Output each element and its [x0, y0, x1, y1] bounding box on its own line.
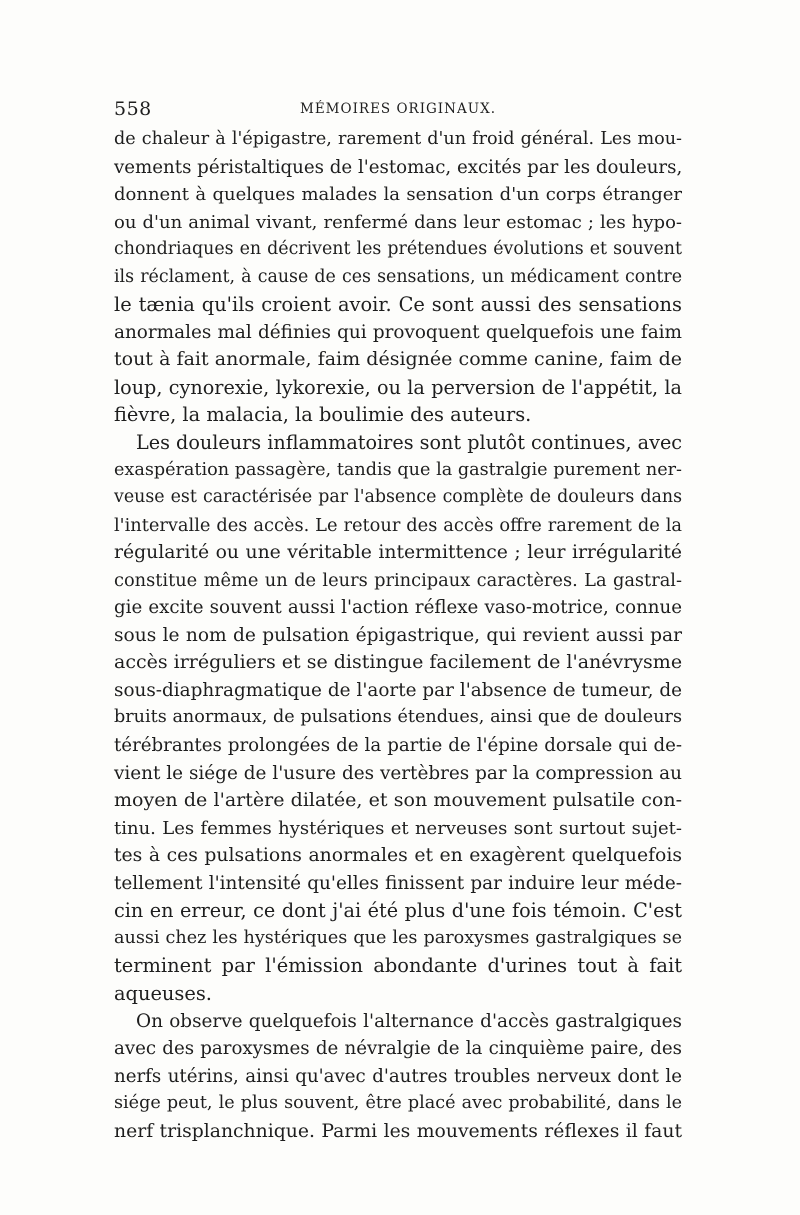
text-line: chondriaques en décrivent les prétendues évolutions et souvent — [114, 239, 682, 260]
text-line: fièvre, la malacia, la boulimie des auteurs. — [114, 403, 532, 427]
running-head — [114, 98, 682, 122]
text-line: sous le nom de pulsation épigastrique, qui revient aussi par — [114, 624, 682, 646]
text-line: loup, cynorexie, lykorexie, ou la perversion de l'appétit, la — [114, 375, 682, 399]
text-line: tes à ces pulsations anormales et en exagèrent quelquefois — [114, 845, 682, 867]
text-line: avec des paroxysmes de névralgie de la cinquième paire, des — [114, 1038, 682, 1060]
text-line: moyen de l'artère dilatée, et son mouvement pulsatile con- — [114, 789, 682, 812]
text-line: régularité ou une véritable intermittence ; leur irrégularité — [114, 542, 682, 564]
text-line: siége peut, le plus souvent, être placé avec probabilité, dans le — [114, 1093, 682, 1114]
text-line: nerfs utérins, ainsi qu'avec d'autres troubles nerveux dont le — [114, 1065, 682, 1087]
text-line: de chaleur à l'épigastre, rarement d'un froid général. Les mou- — [114, 129, 682, 149]
text-line: anormales mal définies qui provoquent quelquefois une faim — [114, 321, 682, 343]
text-line: donnent à quelques malades la sensation d'un corps étranger — [114, 184, 682, 206]
text-line: veuse est caractérisée par l'absence complète de douleurs dans — [114, 487, 682, 508]
text-line: vements péristaltiques de l'estomac, excités par les douleurs, — [114, 156, 683, 178]
text-line: ils réclament, à cause de ces sensations, un médicament contre — [114, 266, 682, 287]
text-line: accès irréguliers et se distingue facilement de l'anévrysme — [114, 651, 683, 674]
text-line: tellement l'intensité qu'elles finissent par induire leur méde- — [114, 872, 682, 894]
text-line: tinu. Les femmes hystériques et nerveuses sont surtout sujet- — [114, 817, 682, 839]
text-line: tout à fait anormale, faim désignée comme canine, faim de — [114, 348, 682, 371]
text-line: nerf trisplanchnique. Parmi les mouvements réflexes il faut — [114, 1120, 682, 1142]
text-line: On observe quelquefois l'alternance d'accès gastralgiques — [136, 1010, 682, 1032]
body-text — [114, 126, 682, 1145]
text-line: terminent par l'émission abondante d'urines tout à fait — [114, 954, 682, 978]
text-line: Les douleurs inflammatoires sont plutôt continues, avec — [136, 431, 683, 455]
text-line: le tænia qu'ils croient avoir. Ce sont aussi des sensations — [114, 293, 682, 317]
text-line: l'intervalle des accès. Le retour des accès offre rarement de la — [114, 514, 682, 536]
text-line: aqueuses. — [114, 981, 212, 1005]
text-line: bruits anormaux, de pulsations étendues, ainsi que de douleurs — [114, 707, 682, 728]
text-line: térébrantes prolongées de la partie de l'épine dorsale qui de- — [114, 735, 682, 757]
text-line: constitue même un de leurs principaux caractères. La gastral- — [114, 569, 682, 591]
text-line: vient le siége de l'usure des vertèbres par la compression au — [114, 762, 682, 784]
text-line: gie excite souvent aussi l'action réflexe vaso-motrice, connue — [114, 597, 682, 619]
text-line: ou d'un animal vivant, renfermé dans leur estomac ; les hypo- — [114, 211, 682, 233]
text-line: sous-diaphragmatique de l'aorte par l'absence de tumeur, de — [114, 679, 682, 701]
header-title: MÉMOIRES ORIGINAUX. — [300, 101, 496, 117]
text-line: cin en erreur, ce dont j'ai été plus d'une fois témoin. C'est — [114, 899, 682, 923]
text-line: exaspération passagère, tandis que la gastralgie purement ner- — [114, 459, 682, 480]
text-line: aussi chez les hystériques que les paroxysmes gastralgiques se — [114, 927, 682, 948]
page-number: 558 — [114, 98, 152, 120]
